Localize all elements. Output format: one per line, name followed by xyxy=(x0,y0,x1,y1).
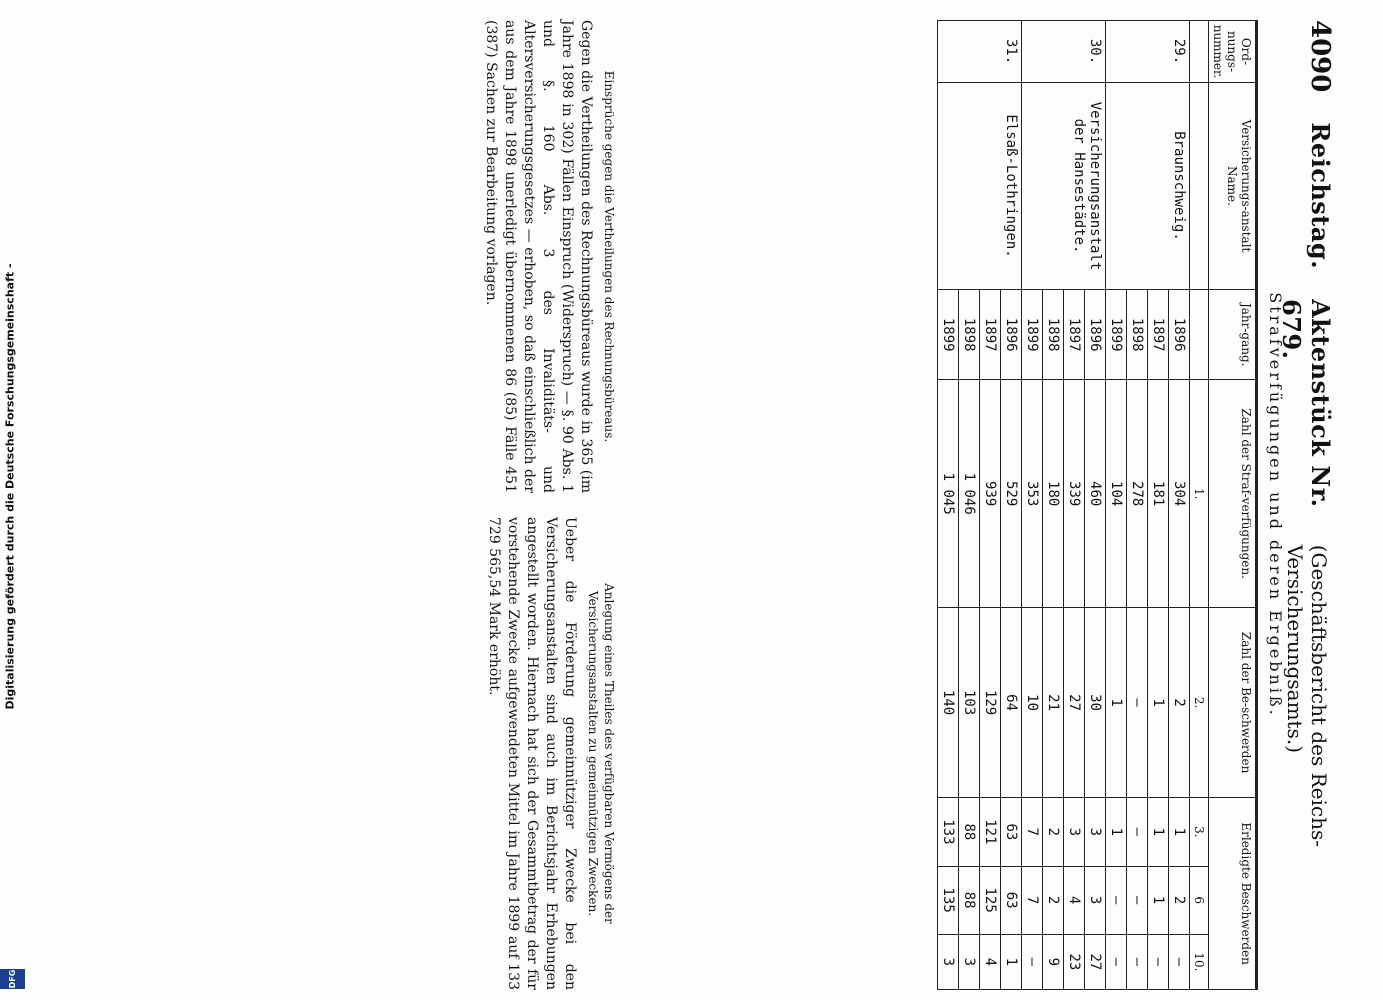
table-cell: 4 xyxy=(1064,866,1085,934)
table-cell: 1 045 xyxy=(938,380,959,608)
table-cell: 1898 xyxy=(1127,290,1148,380)
col-num-2: 2. xyxy=(1190,607,1209,797)
table-cell: 1899 xyxy=(938,290,959,380)
table-cell: — xyxy=(1106,866,1127,934)
col-num-10: 10. xyxy=(1190,934,1209,989)
table-cell: 133 xyxy=(938,798,959,866)
table-cell: 63 xyxy=(1001,798,1022,866)
table-cell: 181 xyxy=(1148,380,1169,608)
table-cell: — xyxy=(1148,934,1169,989)
table-cell: 3 xyxy=(938,934,959,989)
right-heading: Anlegung eines Theiles des verfügbaren Vermögens der Versicherungsanstalten zu gemeinnützigen Zwecken. xyxy=(585,583,616,924)
footer-strip xyxy=(0,0,28,1000)
statistics-table xyxy=(633,20,1293,990)
table-cell: 63 xyxy=(1001,866,1022,934)
table-cell: Braunschweig. xyxy=(1106,83,1190,290)
table-cell: 10 xyxy=(1022,607,1043,797)
table-caption: Strafverfügungen und deren Ergebniß. xyxy=(1256,20,1293,990)
table-cell: 29. xyxy=(1106,21,1190,83)
header-aktenstueck: Aktenstück Nr. 679. xyxy=(1277,299,1335,508)
table-cell: 121 xyxy=(980,798,1001,866)
table-row xyxy=(1169,21,1190,990)
col-zahl-straf: Zahl der Straf-verfügungen. xyxy=(1209,380,1256,608)
table-cell: 1899 xyxy=(1022,290,1043,380)
col-name-label: Name. xyxy=(1225,166,1239,206)
table-cell: Elsaß-Lothringen. xyxy=(938,83,1022,290)
table-cell: 304 xyxy=(1169,380,1190,608)
table-cell: 103 xyxy=(959,607,980,797)
table-cell: 88 xyxy=(959,866,980,934)
table-cell: 2 xyxy=(1169,607,1190,797)
left-heading: Einsprüche gegen die Vertheilungen des Rechnungsbüreaus. xyxy=(602,70,616,443)
table-cell: 1896 xyxy=(1001,290,1022,380)
table-cell: — xyxy=(1106,934,1127,989)
table-cell: 1898 xyxy=(1043,290,1064,380)
col-jahr: Jahr-gang. xyxy=(1209,290,1256,380)
footer-text: Digitalisierung gefördert durch die Deutsche Forschungsgemeinschaft - xyxy=(3,263,17,710)
table-cell: 1 xyxy=(1148,607,1169,797)
table-cell: 3 xyxy=(959,934,980,989)
table-cell: 1897 xyxy=(1064,290,1085,380)
table-row xyxy=(1085,21,1106,990)
table-cell: 2 xyxy=(1169,866,1190,934)
table-cell: 2 xyxy=(1043,866,1064,934)
table-cell: 1 xyxy=(1106,607,1127,797)
table-cell: 7 xyxy=(1022,798,1043,866)
table-cell: 1897 xyxy=(980,290,1001,380)
col-num-3: 3. xyxy=(1190,798,1209,866)
col-num-1: 1. xyxy=(1190,380,1209,608)
col-zahl-beschwerden: Zahl der Be-schwerden xyxy=(1209,607,1256,797)
table-cell: 1 046 xyxy=(959,380,980,608)
header-subtitle: (Geschäftsbericht des Reichs-Versicherungsamts.) xyxy=(1283,544,1331,848)
table-cell: 278 xyxy=(1127,380,1148,608)
dfg-logo: DFG xyxy=(0,969,25,989)
table-cell: 1 xyxy=(1148,866,1169,934)
col-anstalt-label: Versicherungs-anstalt xyxy=(1239,119,1253,253)
page-number: 4090 xyxy=(1305,20,1335,93)
table-cell: 7 xyxy=(1022,866,1043,934)
table-cell: 1899 xyxy=(1106,290,1127,380)
table-row xyxy=(1001,21,1022,990)
table-cell: 353 xyxy=(1022,380,1043,608)
table-cell: 21 xyxy=(1043,607,1064,797)
table-cell: 129 xyxy=(980,607,1001,797)
table-cell: 1898 xyxy=(959,290,980,380)
table-cell: 9 xyxy=(1043,934,1064,989)
col-name xyxy=(1209,83,1256,290)
table-cell: 3 xyxy=(1064,798,1085,866)
table-cell: 27 xyxy=(1085,934,1106,989)
table-cell: 3 xyxy=(1085,798,1106,866)
table-cell: 64 xyxy=(1001,607,1022,797)
table-cell: 2 xyxy=(1043,798,1064,866)
table-cell: 125 xyxy=(980,866,1001,934)
col-erledigte: Erledigte Beschwerden xyxy=(1209,798,1256,990)
col-num-6: 6 xyxy=(1190,866,1209,934)
left-paragraph: Gegen die Vertheilungen des Rechnungsbüreaus wurde in 365 (im Jahre 1898 in 302) Fällen Einspruch (Widerspruch) — §. 90 Abs. 1 und §. 160 Abs. 3 des Invaliditäts- und Altersversicherungsgesetzes — erhoben, so daß einschließlich der aus dem Jahre 1898 unerledigt übernommenen 86 (85) Fälle 451 (387) Sachen zur Bearbeitung vorlagen. xyxy=(483,20,594,493)
table-cell: 88 xyxy=(959,798,980,866)
table-cell: 939 xyxy=(980,380,1001,608)
table-cell: 1 xyxy=(1106,798,1127,866)
header-reichstag: Reichstag. xyxy=(1306,122,1335,270)
text-column-left xyxy=(63,20,623,493)
table-cell: 23 xyxy=(1064,934,1085,989)
table-cell: 27 xyxy=(1064,607,1085,797)
col-ordnung: Ord-nungs-nummer. xyxy=(1209,21,1256,83)
table-cell: 1 xyxy=(1169,798,1190,866)
table-cell: — xyxy=(1169,934,1190,989)
table-cell: 1896 xyxy=(1085,290,1106,380)
table-cell: 3 xyxy=(1085,866,1106,934)
table-cell: 1896 xyxy=(1169,290,1190,380)
text-columns xyxy=(63,20,623,990)
table-cell: 31. xyxy=(938,21,1022,83)
table-cell: 135 xyxy=(938,866,959,934)
table-cell: 529 xyxy=(1001,380,1022,608)
table-cell: 339 xyxy=(1064,380,1085,608)
rotated-content xyxy=(48,0,1383,1000)
table-cell: Versicherungsanstalt der Hansestädte. xyxy=(1022,83,1106,290)
right-paragraph: Ueber die Förderung gemeinnütziger Zwecke bei den Versicherungsanstalten sind auch im Berichtsjahr Erhebungen angestellt worden. Hiernach hat sich der Gesammtbetrag der für vorstehende Zwecke aufgewendeten Mittel im Jahre 1899 auf 133 729 565,54 Mark erhöht. xyxy=(486,517,578,990)
table-cell: 460 xyxy=(1085,380,1106,608)
table-cell: — xyxy=(1127,798,1148,866)
table-cell: 1897 xyxy=(1148,290,1169,380)
table-cell: 104 xyxy=(1106,380,1127,608)
table-cell: 4 xyxy=(980,934,1001,989)
table-cell: — xyxy=(1022,934,1043,989)
table-cell: 140 xyxy=(938,607,959,797)
page-header xyxy=(1277,20,1335,940)
table-cell: 30 xyxy=(1085,607,1106,797)
table-cell: 1 xyxy=(1148,798,1169,866)
table-cell: 180 xyxy=(1043,380,1064,608)
table-cell: — xyxy=(1127,866,1148,934)
table-cell: 30. xyxy=(1022,21,1106,83)
text-column-right xyxy=(63,517,623,990)
table-cell: 1 xyxy=(1001,934,1022,989)
table-cell: — xyxy=(1127,934,1148,989)
table-cell: — xyxy=(1127,607,1148,797)
